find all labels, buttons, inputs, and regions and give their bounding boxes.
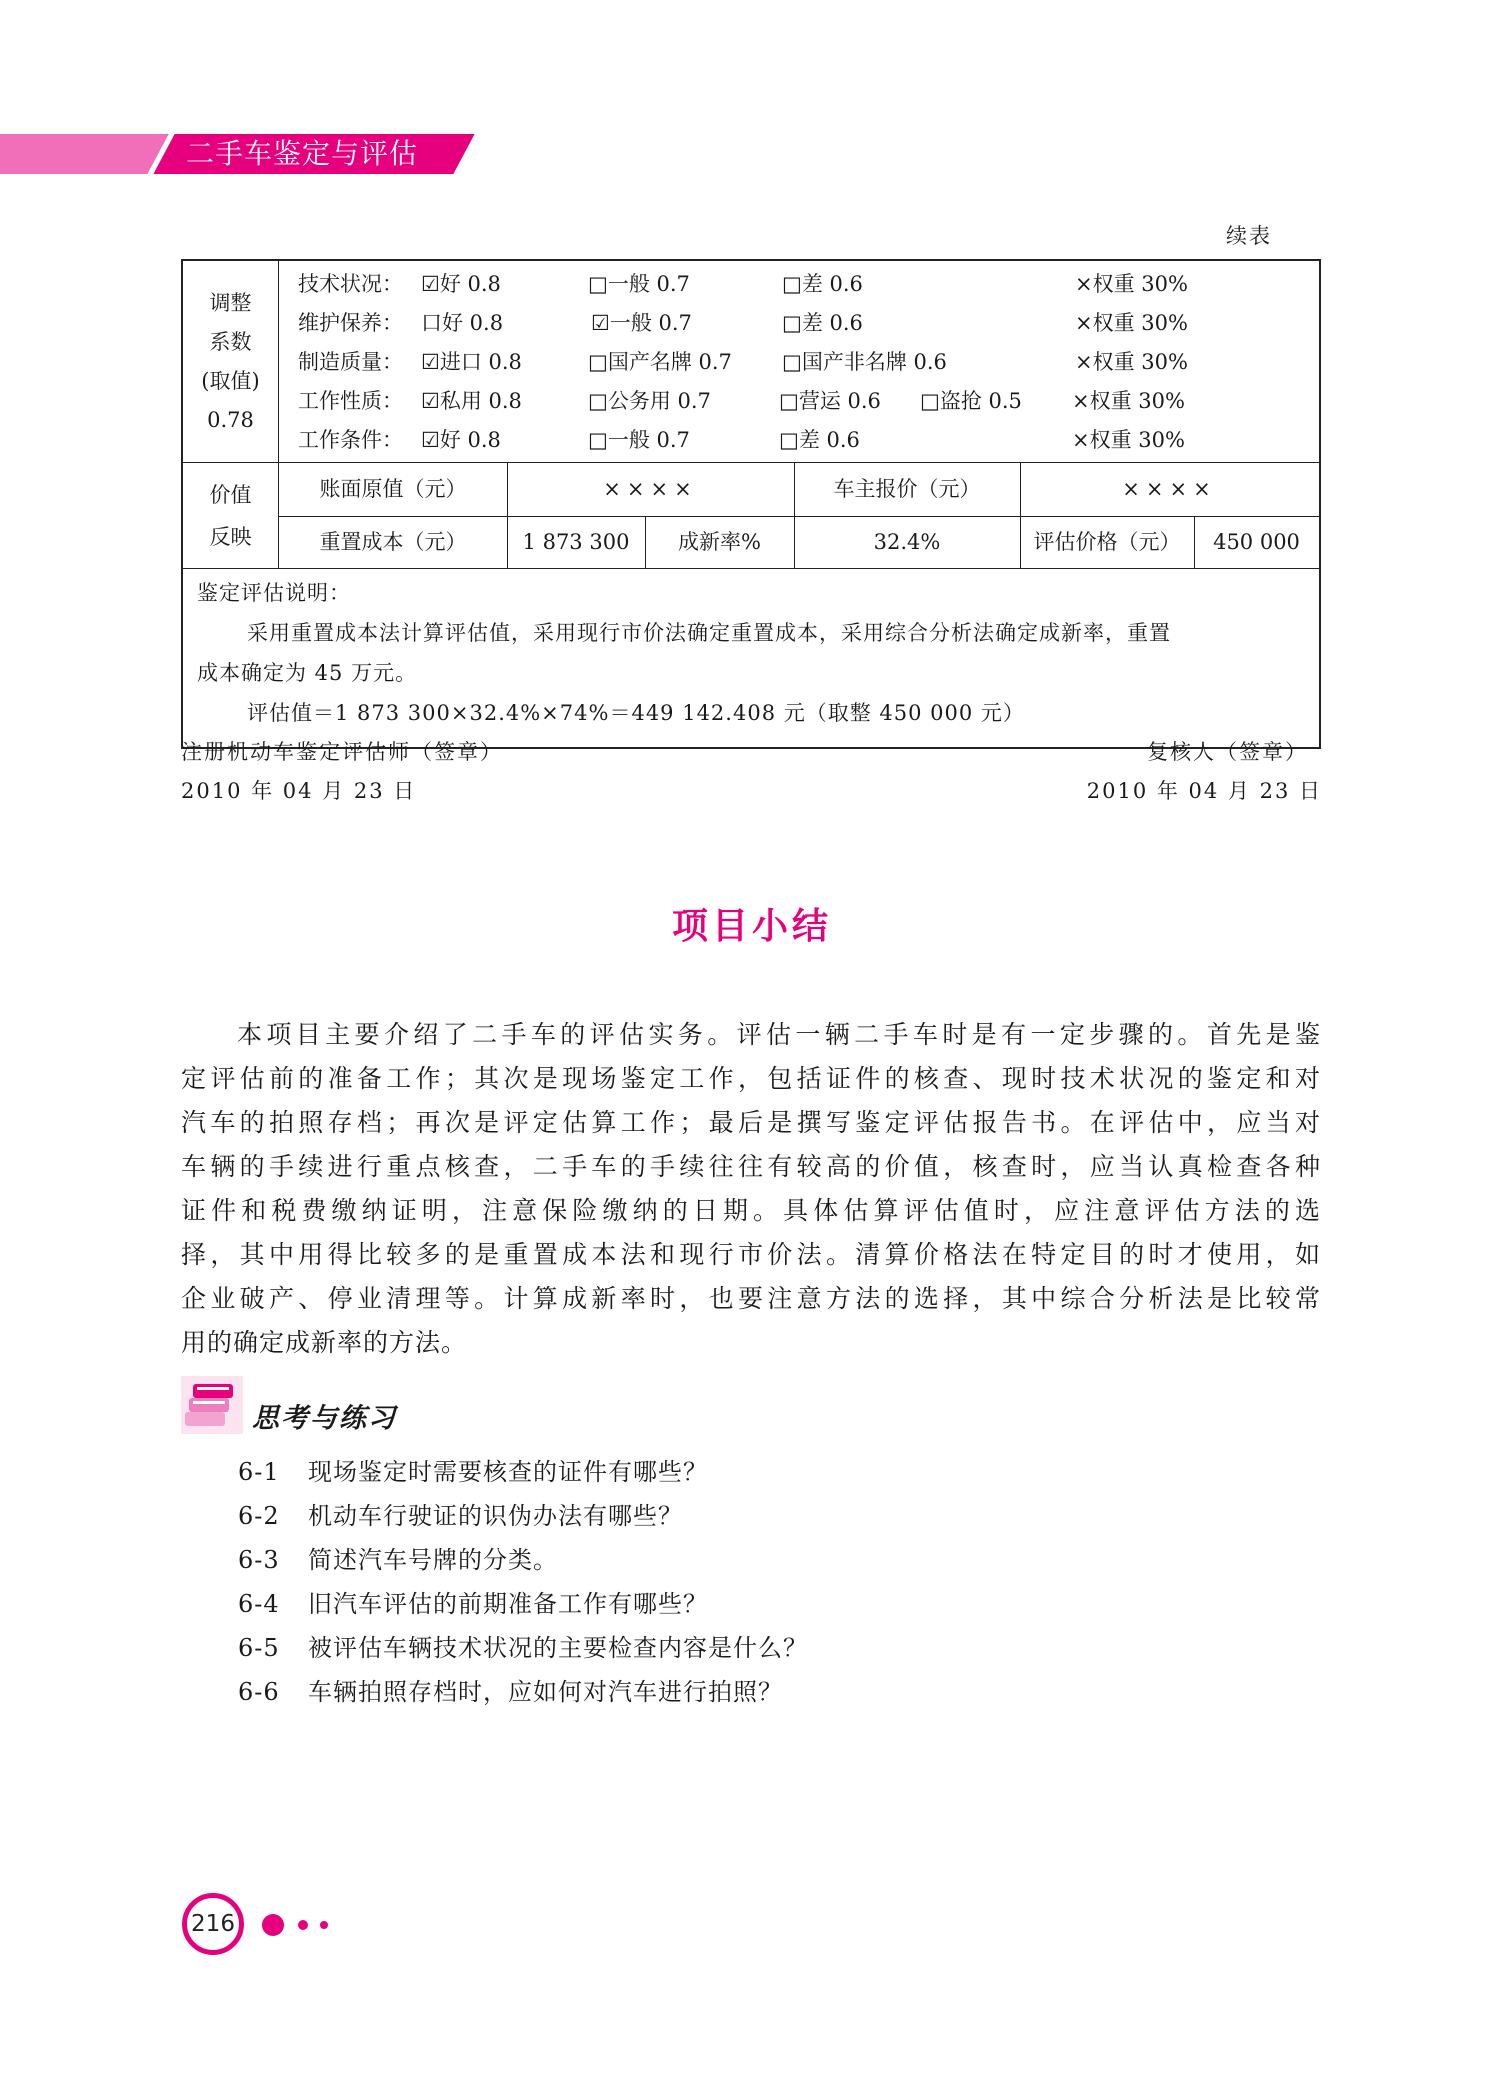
option-2: □公务用 0.7 [588, 389, 711, 413]
weight: ×权重 30% [1075, 272, 1188, 296]
eval-price-label: 评估价格（元） [1033, 530, 1181, 554]
option-1: 口好 0.8 [421, 311, 504, 335]
option-1: ☑私用 0.8 [421, 389, 522, 413]
page-number: 216 [182, 1893, 244, 1955]
reset-cost-value: 1 873 300 [522, 530, 630, 554]
exercise-item [238, 1626, 808, 1670]
summary-title: 项目小结 [671, 905, 832, 947]
weight: ×权重 30% [1075, 350, 1188, 374]
adjustment-label-line: 调整 [209, 290, 252, 315]
exercise-text: 旧汽车评估的前期准备工作有哪些？ [308, 1590, 708, 1618]
exercise-text: 被评估车辆技术状况的主要检查内容是什么？ [308, 1634, 808, 1662]
appraiser-signature: 注册机动车鉴定评估师（签章） [181, 740, 503, 764]
exercise-number: 6-3 [238, 1546, 280, 1574]
exercise-item [238, 1450, 808, 1494]
exercise-number: 6-1 [238, 1458, 280, 1486]
reviewer-date: 2010 年 04 月 23 日 [1086, 779, 1322, 803]
note-heading: 鉴定评估说明： [197, 581, 351, 605]
paragraph-line: 企业破产、停业清理等。计算成新率时，也要注意方法的选择，其中综合分析法是比较常 [181, 1284, 1321, 1313]
weight: ×权重 30% [1072, 389, 1185, 413]
option-3: □差 0.6 [782, 311, 863, 335]
note-formula: 评估值＝1 873 300×32.4%×74%＝449 142.408 元（取整 450 000 元） [247, 701, 1025, 725]
appraiser-date: 2010 年 04 月 23 日 [181, 779, 417, 803]
option-3: □差 0.6 [779, 428, 860, 452]
adjustment-label-line: 系数 [209, 329, 252, 354]
paragraph-line: 用的确定成新率的方法。 [181, 1328, 468, 1357]
note-section [183, 569, 1319, 747]
value-section [183, 463, 1319, 569]
option-1: ☑好 0.8 [421, 428, 501, 452]
value-label-line: 价值 [209, 482, 252, 507]
option-4: □盗抢 0.5 [920, 389, 1022, 413]
page-dot-large [262, 1914, 284, 1936]
adjustment-section [183, 261, 1319, 463]
row-name: 工作性质： [298, 389, 403, 413]
book-title: 二手车鉴定与评估 [186, 137, 419, 170]
paragraph-line: 车辆的手续进行重点核查，二手车的手续往往有较高的价值，核查时，应当认真检查各种 [181, 1152, 1321, 1181]
page-dot-medium [298, 1920, 308, 1930]
row-name: 维护保养： [298, 311, 403, 335]
owner-price-label: 车主报价（元） [833, 477, 981, 501]
option-2: □一般 0.7 [588, 272, 690, 296]
adjustment-label-line: (取值) [201, 368, 260, 393]
eval-price-value: 450 000 [1213, 530, 1300, 554]
row-name: 工作条件： [298, 428, 403, 452]
book-value: ×××× [603, 477, 698, 501]
row-name: 制造质量： [298, 350, 403, 374]
reviewer-signature: 复核人（签章） [1147, 740, 1308, 764]
book-value-label: 账面原值（元） [319, 477, 467, 501]
exercise-item [238, 1582, 808, 1626]
evaluation-table [181, 259, 1321, 749]
paragraph-line: 定评估前的准备工作；其次是现场鉴定工作，包括证件的核查、现时技术状况的鉴定和对 [181, 1064, 1321, 1093]
row-name: 技术状况： [298, 272, 403, 296]
option-3: □差 0.6 [782, 272, 863, 296]
books-icon [181, 1376, 243, 1434]
owner-price-value: ×××× [1122, 477, 1217, 501]
continued-label: 续表 [1226, 224, 1272, 248]
page-dot-small [320, 1921, 328, 1929]
paragraph-line: 本项目主要介绍了二手车的评估实务。评估一辆二手车时是有一定步骤的。首先是鉴 [237, 1020, 1321, 1049]
option-2: □一般 0.7 [588, 428, 690, 452]
note-text: 成本确定为 45 万元。 [197, 661, 418, 685]
exercise-text: 简述汽车号牌的分类。 [308, 1546, 558, 1574]
exercise-text: 机动车行驶证的识伪办法有哪些？ [308, 1502, 683, 1530]
weight: ×权重 30% [1075, 311, 1188, 335]
exercise-item [238, 1538, 808, 1582]
reset-cost-label: 重置成本（元） [319, 530, 467, 554]
option-2: □国产名牌 0.7 [588, 350, 732, 374]
adjustment-label [183, 261, 279, 462]
value-label [183, 463, 279, 568]
exercise-number: 6-4 [238, 1590, 280, 1618]
paragraph-line: 证件和税费缴纳证明，注意保险缴纳的日期。具体估算评估值时，应注意评估方法的选 [181, 1196, 1321, 1225]
exercise-text: 车辆拍照存档时，应如何对汽车进行拍照？ [308, 1678, 783, 1706]
weight: ×权重 30% [1072, 428, 1185, 452]
exercise-text: 现场鉴定时需要核查的证件有哪些？ [308, 1458, 708, 1486]
value-label-line: 反映 [209, 524, 252, 549]
option-2: ☑一般 0.7 [591, 311, 692, 335]
adjustment-label-line: 0.78 [207, 407, 254, 432]
option-3: □营运 0.6 [779, 389, 881, 413]
exercise-number: 6-5 [238, 1634, 280, 1662]
option-1: ☑进口 0.8 [421, 350, 522, 374]
option-3: □国产非名牌 0.6 [782, 350, 947, 374]
note-text: 采用重置成本法计算评估值，采用现行市价法确定重置成本，采用综合分析法确定成新率，重置 [247, 621, 1171, 645]
newness-rate-value: 32.4% [873, 530, 941, 554]
exercise-item [238, 1494, 808, 1538]
summary-paragraph [181, 1013, 1321, 1365]
paragraph-line: 择，其中用得比较多的是重置成本法和现行市价法。清算价格法在特定目的时才使用，如 [181, 1240, 1321, 1269]
option-1: ☑好 0.8 [421, 272, 501, 296]
newness-rate-label: 成新率% [678, 530, 761, 554]
exercise-number: 6-6 [238, 1678, 280, 1706]
exercise-item [238, 1670, 808, 1714]
paragraph-line: 汽车的拍照存档；再次是评定估算工作；最后是撰写鉴定评估报告书。在评估中，应当对 [181, 1108, 1321, 1137]
exercises-title: 思考与练习 [252, 1403, 397, 1434]
exercise-list [238, 1450, 808, 1714]
exercise-number: 6-2 [238, 1502, 280, 1530]
